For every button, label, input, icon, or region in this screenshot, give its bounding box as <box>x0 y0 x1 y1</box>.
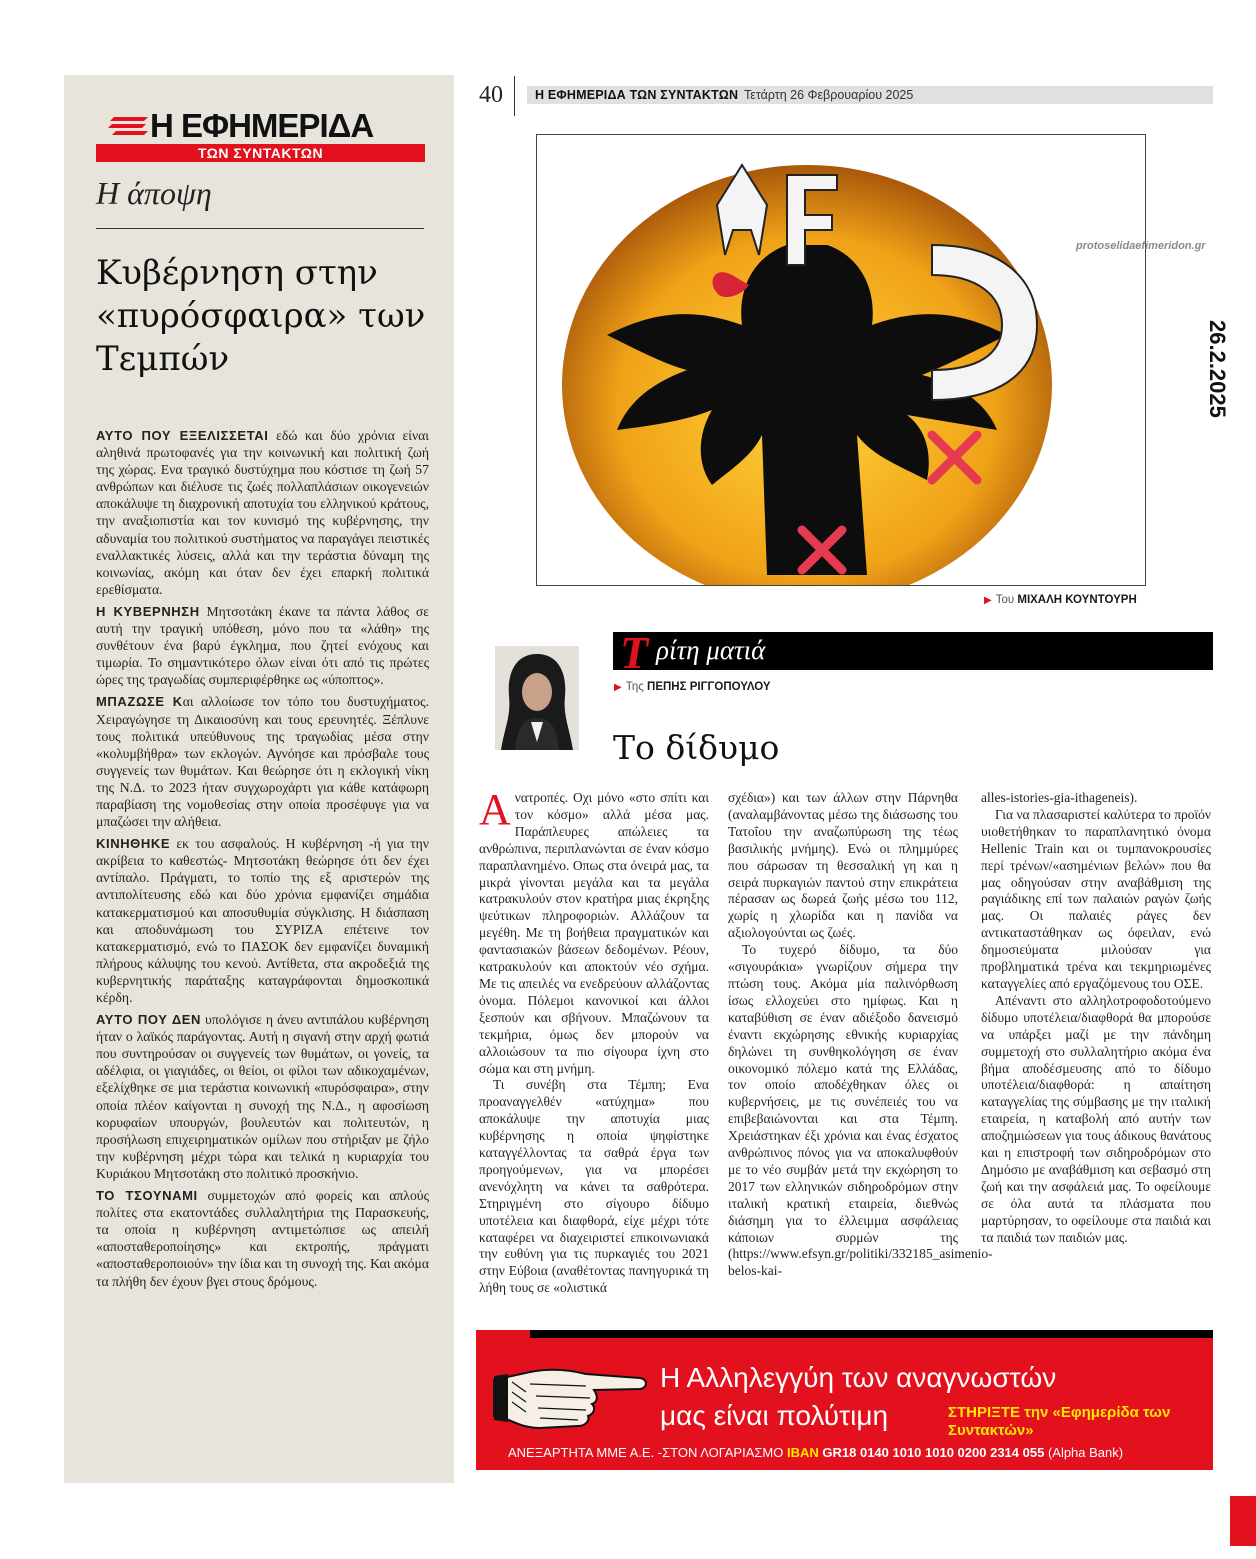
editorial-paragraph <box>96 427 429 598</box>
article-paragraph: Τι συνέβη στα Τέμπη; Ενα προαναγγελθέν «ατύχημα» που αποκάλυψε την αποτυχία μιας κυβέρνησης η οποία ψηφίστηκε καταγγέλλοντας τα σαθρά έργα των προηγούμενων, για να μπορέσει ανενόχλητη να κάνει τα σαθρότερα. Στηριγμένη στο σίγουρο δίδυμο υποτέλεια και διαφθορά, είχε μέχρι τότε καταφέρει να διαχειριστεί επικοινωνιακά την ευθύνη για τις πυρκαγιές του 2021 στην Εύβοια (αναθέτοντας πανηγυρικά τη λήθη τους σε «ολιστικά <box>479 1077 709 1296</box>
cartoon <box>536 134 1146 586</box>
column-title: Το δίδυμο <box>613 728 780 767</box>
header-paper-name: Η ΕΦΗΜΕΡΙΔΑ ΤΩΝ ΣΥΝΤΑΚΤΩΝ <box>535 88 739 102</box>
paragraph-lead: ΚΙΝΗΘΗΚΕ <box>96 836 171 852</box>
editorial-body <box>96 427 429 1295</box>
editorial-paragraph <box>96 1011 429 1182</box>
ad-headline-line-1: Η Αλληλεγγύη των αναγνωστών <box>660 1362 1057 1393</box>
paragraph-text: εκ του ασφαλούς. Η κυβέρνηση -ή για την ακρίβεια το καθεστώς- Μητσοτάκη θεώρησε ότι δεν έχει αντίπαλο. Πράγματι, το τοπίο της εξ αριστερών της αντιπολίτευσης εδώ και δύο χρόνια εμφανίζει σημάδια κατακερματισμού και αποσυθυμία σύγκλισης. Η διάσπαση και αποδυνάμωση του ΣΥΡΙΖΑ επέτεινε τον κατακερματισμό, ενώ το ΠΑΣΟΚ δεν εμφανίζει δυναμική πλήρους κάλυψης του κενού. Αντίθετα, στα ακροδεξιά της κυβερνητικής παράταξης καταγράφονται δημοσκοπικά κέρδη. <box>96 836 429 1005</box>
iban-label: IBAN <box>786 1445 819 1460</box>
section-banner-initial: Τ <box>620 627 649 678</box>
ad-top-rule-black <box>530 1330 1213 1338</box>
paragraph-lead: ΑΥΤΟ ΠΟΥ ΕΞΕΛΙΣΣΕΤΑΙ <box>96 428 269 443</box>
iban-number: GR18 0140 1010 1010 0200 2314 055 <box>822 1445 1045 1460</box>
paragraph-lead: ΤΟ ΤΣΟΥΝΑΜΙ <box>96 1188 198 1204</box>
logo-speed-stripes-icon <box>108 115 152 137</box>
article-paragraph: Απέναντι στο αλληλοτροφοδοτούμενο δίδυμο υποτέλεια/διαφθορά θα μπορούσε να υπάρξει μαζί με την πάνδημη συμμετοχή στο συλλαλητήριο ακόμα ένα βήμα αποδέσμευσης από το δίδυμο υποτέλεια/διαφθορά: η απαίτηση καταγγελίας της σύμβασης με την ιταλική εταιρεία, η καταβολή από αυτήν των αποζημιώσεων για τους άδικους θανάτους και η επιστροφή των σιδηροδρόμων στο Δημόσιο με αναβάθμιση και σεβασμό στη ζωή και την ασφάλειά μας. Το οφείλουμε σε όλα αυτά τα πλάσματα που μαρτύρησαν, το οφείλουμε στα παιδιά και τα παιδιά των παιδιών μας. <box>981 992 1211 1245</box>
paragraph-lead: ΜΠΑΖΩΣΕ Κ <box>96 694 183 710</box>
article-paragraph: alles-istories-gia-ithageneis). <box>981 790 1138 805</box>
article-paragraph: σχέδια») και των άλλων στην Πάρνηθα (αναλαμβάνοντας μέσω της διάσωσης του Τατοΐου την αναζωπύρωση της τέως βασιλικής μνήμης). Ενώ οι πλημμύρες που σάρωσαν τη θεσσαλική γη και η σειρά πυρκαγιών παντού στην επικράτεια πέρασαν ως δωρεά ζωής μέσω του 112, χωρίς η χλωρίδα και η πανίδα να αξιολογούνται ως ζωές. <box>728 790 958 941</box>
ad-headline-line-2: μας είναι πολύτιμη <box>660 1400 889 1431</box>
triangle-bullet-icon: ▶ <box>984 595 992 606</box>
article-column-1 <box>479 785 709 1297</box>
editorial-paragraph <box>96 693 429 830</box>
article-column-2 <box>728 790 993 1280</box>
paper-logo-subtitle: ΤΩΝ ΣΥΝΤΑΚΤΩΝ <box>96 144 425 162</box>
article-paragraph: Για να πλασαριστεί καλύτερα το προϊόν υιοθετήθηκαν το παραπλανητικό όνομα Hellenic Train και οι τυμπανοκρουσίες περί τρένων/«ασημένιων βελών» που θα μας οδηγούσαν στην αναβάθμιση της ραγιάδικης επί των παλαιών ραγών ζωής μας. Οι παλαιές ράγες δεν αντικαταστάθηκαν ως όφειλαν, ενώ δημοσιεύματα μιλούσαν για προβληματικά τρένα και τεκμηριωμένες καταγγελίες από εργαζόμενους του ΟΣΕ. <box>981 806 1211 991</box>
ad-bank-prefix: ΑΝΕΞΑΡΤΗΤΑ ΜΜΕ Α.Ε. -ΣΤΟΝ ΛΟΓΑΡΙΑΣΜΟ <box>508 1445 784 1460</box>
ad-top-rule-red <box>476 1330 530 1338</box>
editorial-paragraph <box>96 835 429 1006</box>
section-divider <box>96 228 424 229</box>
paragraph-text: Μητσοτάκη έκανε τα πάντα λάθος σε αυτή την τραγική υπόθεση, μόνο που τα «λάθη» της συνθέτουν ένα βαρύ έγκλημα, που ζητεί ενόχους και τιμωρία. Το σημαντικότερο όλων είναι ότι από τις πρώτες ώρες της τραγωδίας συμπεριφέρθηκε ως «ύποπτος». <box>96 603 429 688</box>
cartoon-credit <box>984 594 1137 606</box>
page-corner-tab <box>1230 1496 1256 1546</box>
credit-name: ΜΙΧΑΛΗ ΚΟΥΝΤΟΥΡΗ <box>1017 594 1137 606</box>
author-prefix: Της <box>625 681 644 693</box>
credit-prefix: Του <box>995 594 1015 606</box>
section-label: Η άποψη <box>96 175 212 211</box>
paper-logo-title: Η ΕΦΗΜΕΡΙΔΑ <box>150 107 374 144</box>
author-byline <box>614 681 771 693</box>
author-name: ΠΕΠΗΣ ΡΙΓΓΟΠΟΥΛΟΥ <box>647 681 771 693</box>
editorial-paragraph <box>96 603 429 688</box>
author-avatar-icon <box>495 646 579 750</box>
paragraph-text: αι αλλοίωσε τον τόπο του δυστυχήματος. Χειραγώγησε τη Δικαιοσύνη και τους ερευνητές. Ξέπλυνε τους πολιτικά υπεύθυνους της τραγωδίας μέσα στην «κολυμβήθρα» των εκλογών. Αγνόησε και πρόσβαλε τους συγγενείς των θυμάτων. Και θεώρησε ότι η εκλογική νίκη της Ν.Δ. το 2023 ήταν συγχωροχάρτι για κάθε κατάφωρη παραβίαση της νομοθεσίας στην οποία προσέφυγε για να μπαζώσει την αλήθεια. <box>96 694 429 830</box>
eagle-cartoon-icon <box>537 135 1145 585</box>
pointing-hand-icon <box>490 1352 652 1434</box>
side-date: 26.2.2025 <box>1205 320 1230 418</box>
section-banner-title: ρίτη ματιά <box>656 635 766 665</box>
editorial-paragraph <box>96 1187 429 1290</box>
paragraph-text: νατροπές. Οχι μόνο «στο σπίτι και τον κόσμο» αλλά μέσα μας. Παράπλευρες απώλειες τα ανθρώπινα, περιπλανώνται σε έναν κόσμο παραπλανημένο. Οπως στα όνειρά μας, τα μικρά γίνονται μεγάλα και τα μεγάλα κατρακυλούν στον κρατήρα μιας έκρηξης ψεύτικων πληροφοριών. Αλλάζουν τα μεγέθη. Με τη βοήθεια πραγματικών και φαντασιακών βάσεων δεδομένων. Ρέουν, κατρακυλούν και αποκτούν νέο σχήμα. Με τις απειλές να ενεδρεύουν αλλάζοντας όνομα. Πόλεμοι κανονικοί και άλλοι ξεσπούν και σβήνουν. Μπαζώνουν τα τεκμήρια, όμως δεν μπορούν να αλλοιώσουν τα πιο σίγουρα ίχνη στο σώμα και στη μνήμη. <box>479 790 709 1076</box>
drop-cap: Α <box>479 785 511 834</box>
author-portrait <box>495 646 579 750</box>
paragraph-text: συμμετοχών από φορείς και απλούς πολίτες στα εκατοντάδες συλλαλητήρια της Παρασκευής, τα οποία η κυβέρνηση αντιμετώπισε ως απειλή «αποσταθεροποίησης» και εκτροπής, πράγματι «αποσταθεροποιούν» την ίδια και τη συνοχή της. Και ακόμα τα πλήθη δεν έχουν βγει στους δρόμους. <box>96 1188 429 1289</box>
header-date: Τετάρτη 26 Φεβρουαρίου 2025 <box>744 88 914 102</box>
paragraph-lead: ΑΥΤΟ ΠΟΥ ΔΕΝ <box>96 1012 202 1028</box>
article-paragraph <box>479 785 709 1077</box>
source-watermark: protoselidaefimeridon.gr <box>1076 240 1206 252</box>
ad-call-to-action: ΣΤΗΡΙΞΤΕ την «Εφημερίδα των Συντακτών» <box>948 1404 1171 1439</box>
article-paragraph: Το τυχερό δίδυμο, τα δύο «σιγουράκια» γνωρίζουν σήμερα την πτώση τους. Ακόμα μία παλινόρθωση ίσως ελλοχεύει στο ημίφως. Και η καταβύθιση σε έναν αδιέξοδο δανεισμό έναντι εκχώρησης εθνικής κυριαρχίας δηλώνει τη συνθηκολόγηση σε έναν οικονομικό πόλεμο κατά της Ελλάδας, τον οποίο αποδέχθηκαν όλες οι κυβερνήσεις, με τις συνέπειές του να επιβεβαιώνονται και στα Τέμπη. Χρειάστηκαν έξι χρόνια και ένας έσχατος ανθρώπινος πόνος για να αποκαλυφθούν με το νέο συμβάν μετά την εκχώρηση το 2017 των ελληνικών σιδηροδρόμων στην ιταλική κρατική εταιρεία, διεθνώς διάσημη για το έλλειμμα ασφάλειας κάποιων συρμών της (https://www.efsyn.gr/politiki/332185_asimenio-belos-kai- <box>728 942 993 1279</box>
header-separator <box>514 76 515 116</box>
paragraph-text: εδώ και δύο χρόνια είναι αληθινά πρωτοφανές για την κοινωνική και πολιτική ζωή της χώρας. Ενα τραγικό δυστύχημα που κόστισε τη ζωή 57 ανθρώπων και διέλυσε τις ζωές πολλαπλάσιων οικογενειών αποκάλυψε τη διαχρονική αποτυχία του ελληνικού κράτους, την αναξιοπιστία και τον κυνισμό της κυβέρνησης, την αδυναμία του πολιτικού συστήματος να παραγάγει πειστικές εναλλακτικές λύσεις, αλλά και την τεράστια δύναμη της κοινωνίας, ακόμη και όταν δεν έχει επαρκή πολιτικά ερεθίσματα. <box>96 428 429 597</box>
paragraph-text: υπολόγισε η άνευ αντιπάλου κυβέρνηση ήταν ο λαϊκός παράγοντας. Αυτή η σιγανή στην αρχή φωτιά που συντηρούσαν οι συγγενείς των θυμάτων, οι γονείς, τα αδέλφια, οι γιαγιάδες, οι θείοι, οι φίλοι των αδικοχαμένων, εξελίχθηκε σε μια τεράστια κοινωνική «πυρόσφαιρα», στην οποία πλέον καίγονται η συνοχή της Ν.Δ., η αφοσίωση κορυφαίων υπουργών, βουλευτών και πολιτευτών, η προσήλωση επιχειρηματικών ομίλων που στήριξαν με ζήλο την κυβέρνηση μέχρι τώρα και τελικά η κυριαρχία του Κυριάκου Μητσοτάκη στο πολιτικό προσκήνιο. <box>96 1012 429 1181</box>
ad-bank-details <box>508 1445 1123 1461</box>
page-number: 40 <box>479 82 503 108</box>
paragraph-lead: Η ΚΥΒΕΡΝΗΣΗ <box>96 603 200 619</box>
article-column-3 <box>981 790 1211 1246</box>
bank-name: (Alpha Bank) <box>1047 1445 1124 1460</box>
editorial-title: Κυβέρνηση στην «πυρόσφαιρα» των Τεμπών <box>96 253 426 379</box>
triangle-bullet-icon: ▶ <box>614 682 622 693</box>
